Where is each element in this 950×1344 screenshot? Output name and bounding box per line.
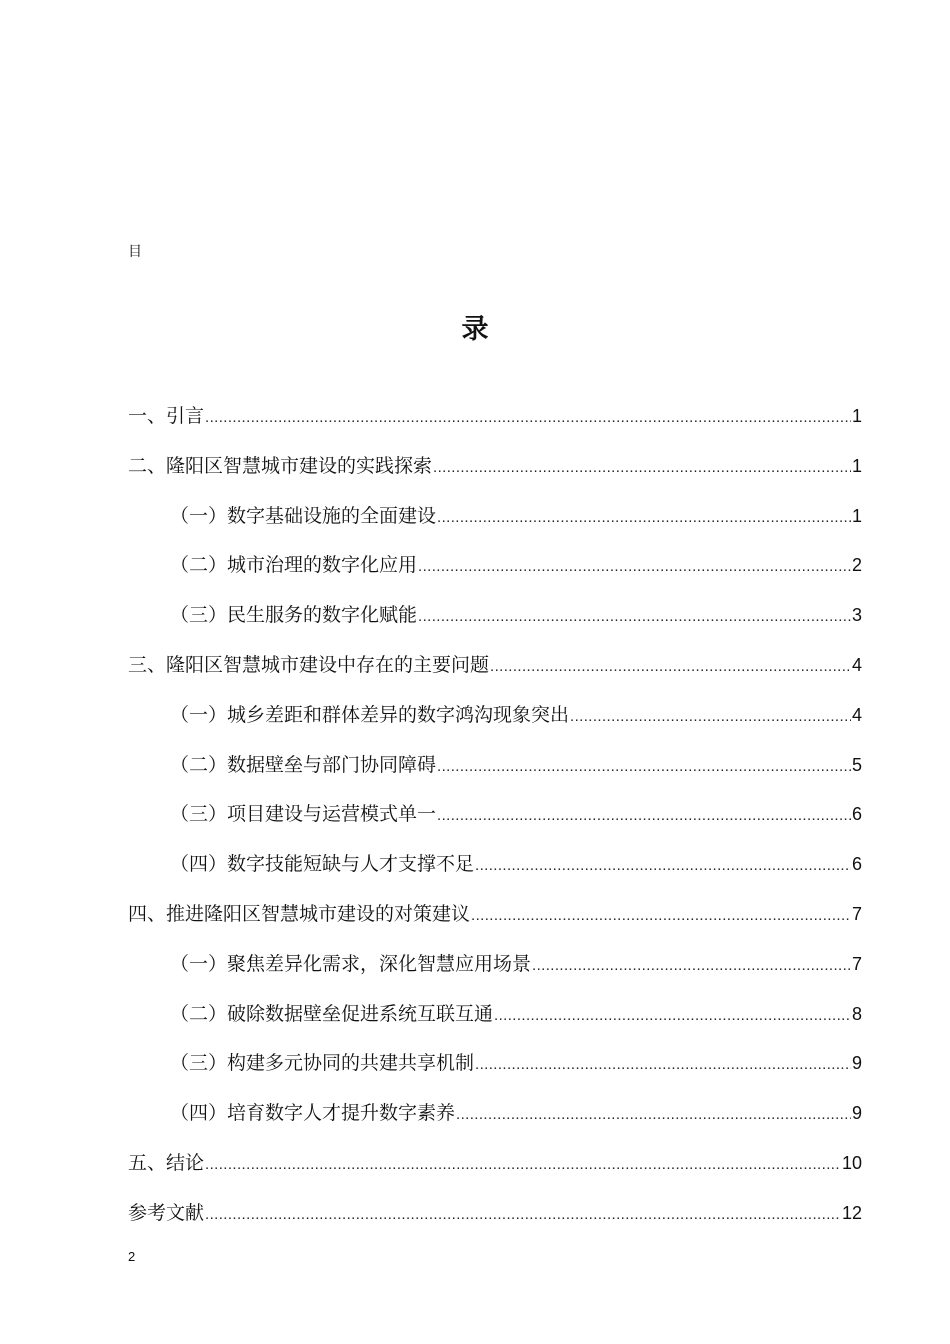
toc-entry-page: 4: [851, 704, 862, 725]
toc-dot-leader: [433, 453, 851, 483]
toc-dot-leader: [418, 602, 851, 632]
toc-entry-page: 2: [851, 555, 862, 576]
toc-dot-leader: [471, 901, 851, 931]
toc-entry-page: 1: [851, 455, 862, 476]
toc-entry-page: 6: [851, 804, 862, 825]
table-of-contents: [128, 401, 862, 1248]
toc-entry-page: 12: [841, 1202, 862, 1223]
toc-entry-section-2-3[interactable]: [128, 600, 862, 650]
toc-dot-leader: [475, 851, 851, 881]
toc-dot-leader: [205, 1200, 841, 1230]
toc-entry-label: 四、推进隆阳区智慧城市建设的对策建议: [128, 902, 471, 925]
toc-entry-label: （四）数字技能短缺与人才支撑不足: [170, 853, 475, 876]
toc-entry-page: 9: [851, 1103, 862, 1124]
toc-dot-leader: [205, 403, 851, 433]
toc-entry-section-2-1[interactable]: [128, 501, 862, 551]
toc-entry-section-3-2[interactable]: [128, 750, 862, 800]
toc-entry-label: （二）破除数据壁垒促进系统互联互通: [170, 1002, 494, 1025]
toc-heading-first-char: 目: [128, 244, 142, 260]
toc-entry-label: （一）数字基础设施的全面建设: [170, 504, 437, 527]
toc-entry-label: （二）数据壁垒与部门协同障碍: [170, 753, 437, 776]
toc-entry-section-3-1[interactable]: [128, 700, 862, 750]
toc-entry-label: 三、隆阳区智慧城市建设中存在的主要问题: [128, 653, 490, 676]
toc-dot-leader: [456, 1100, 851, 1130]
toc-entry-page: 1: [851, 406, 862, 426]
toc-dot-leader: [532, 951, 851, 981]
toc-dot-leader: [437, 752, 851, 782]
toc-entry-label: 参考文献: [128, 1201, 205, 1224]
toc-entry-label: （三）项目建设与运营模式单一: [170, 803, 437, 826]
toc-dot-leader: [418, 552, 851, 582]
toc-entry-page: 5: [851, 754, 862, 775]
toc-entry-references[interactable]: [128, 1198, 862, 1248]
toc-entry-page: 4: [851, 654, 862, 675]
toc-entry-label: （三）构建多元协同的共建共享机制: [170, 1052, 475, 1075]
toc-dot-leader: [437, 503, 851, 533]
toc-entry-section-3-4[interactable]: [128, 849, 862, 899]
toc-entry-page: 10: [841, 1152, 862, 1173]
toc-entry-section-2-2[interactable]: [128, 550, 862, 600]
toc-entry-label: （二）城市治理的数字化应用: [170, 554, 418, 577]
toc-entry-section-4[interactable]: [128, 899, 862, 949]
toc-entry-page: 3: [851, 605, 862, 626]
toc-entry-label: （四）培育数字人才提升数字素养: [170, 1102, 456, 1125]
toc-dot-leader: [475, 1050, 851, 1080]
toc-dot-leader: [437, 801, 851, 831]
toc-entry-section-2[interactable]: [128, 451, 862, 501]
toc-entry-label: 一、引言: [128, 405, 205, 427]
toc-title: 录: [461, 314, 489, 345]
toc-entry-section-3[interactable]: [128, 650, 862, 700]
toc-entry-conclusion[interactable]: [128, 1148, 862, 1198]
page-number: 2: [128, 1249, 136, 1264]
toc-dot-leader: [570, 702, 851, 732]
toc-entry-label: 二、隆阳区智慧城市建设的实践探索: [128, 454, 433, 477]
toc-dot-leader: [205, 1150, 841, 1180]
toc-entry-section-4-4[interactable]: [128, 1098, 862, 1148]
toc-dot-leader: [494, 1001, 851, 1031]
toc-entry-section-4-1[interactable]: [128, 949, 862, 999]
toc-entry-label: （一）聚焦差异化需求，深化智慧应用场景: [170, 952, 532, 975]
toc-entry-section-4-2[interactable]: [128, 999, 862, 1049]
toc-entry-page: 6: [851, 854, 862, 875]
toc-entry-label: （三）民生服务的数字化赋能: [170, 604, 418, 627]
toc-entry-page: 7: [851, 903, 862, 924]
toc-entry-page: 9: [851, 1053, 862, 1074]
toc-entry-section-4-3[interactable]: [128, 1048, 862, 1098]
toc-entry-page: 8: [851, 1003, 862, 1024]
toc-entry-page: 1: [851, 505, 862, 526]
toc-entry-label: 五、结论: [128, 1151, 205, 1174]
toc-entry-label: （一）城乡差距和群体差异的数字鸿沟现象突出: [170, 703, 570, 726]
toc-entry-section-3-3[interactable]: [128, 799, 862, 849]
toc-entry-introduction[interactable]: [128, 401, 862, 451]
toc-entry-page: 7: [851, 953, 862, 974]
toc-dot-leader: [490, 652, 851, 682]
